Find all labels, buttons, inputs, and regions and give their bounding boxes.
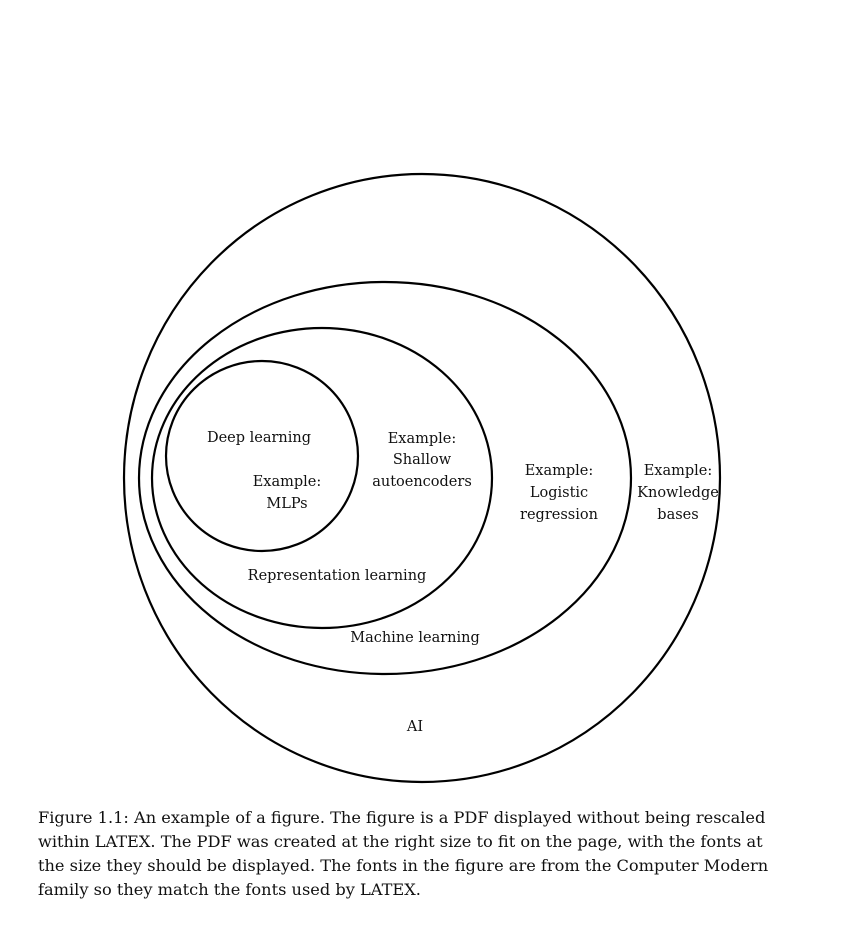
machine-learning-label: Machine learning — [350, 630, 480, 646]
logistic-regression-example-label: Example: — [524, 463, 594, 479]
caption-line: family so they match the fonts used by LATEX. — [38, 880, 421, 899]
knowledge-bases-example-label: Example: — [643, 463, 713, 479]
shallow-autoencoders-example-line2: autoencoders — [372, 474, 472, 490]
caption-line: the size they should be displayed. The fonts in the figure are from the Computer Modern — [38, 856, 769, 875]
representation-learning-label: Representation learning — [247, 568, 427, 584]
ai-label: AI — [406, 719, 424, 735]
mlps-example-name: MLPs — [266, 496, 308, 512]
caption-line: within LATEX. The PDF was created at the right size to fit on the page, with the fonts at — [38, 832, 763, 851]
logistic-regression-example-line1: Logistic — [529, 485, 589, 501]
deep-learning-label: Deep learning — [206, 430, 312, 446]
shallow-autoencoders-example-label: Example: — [387, 431, 457, 447]
knowledge-bases-example-line2: bases — [657, 507, 699, 523]
knowledge-bases-example-line1: Knowledge — [637, 485, 719, 501]
logistic-regression-example-line2: regression — [520, 507, 598, 523]
caption-line: Figure 1.1: An example of a figure. The figure is a PDF displayed without being rescaled — [38, 808, 766, 827]
figure-caption — [38, 806, 818, 902]
mlps-example-label: Example: — [252, 474, 322, 490]
deep-learning-circle — [166, 361, 358, 551]
shallow-autoencoders-example-line1: Shallow — [392, 452, 452, 468]
